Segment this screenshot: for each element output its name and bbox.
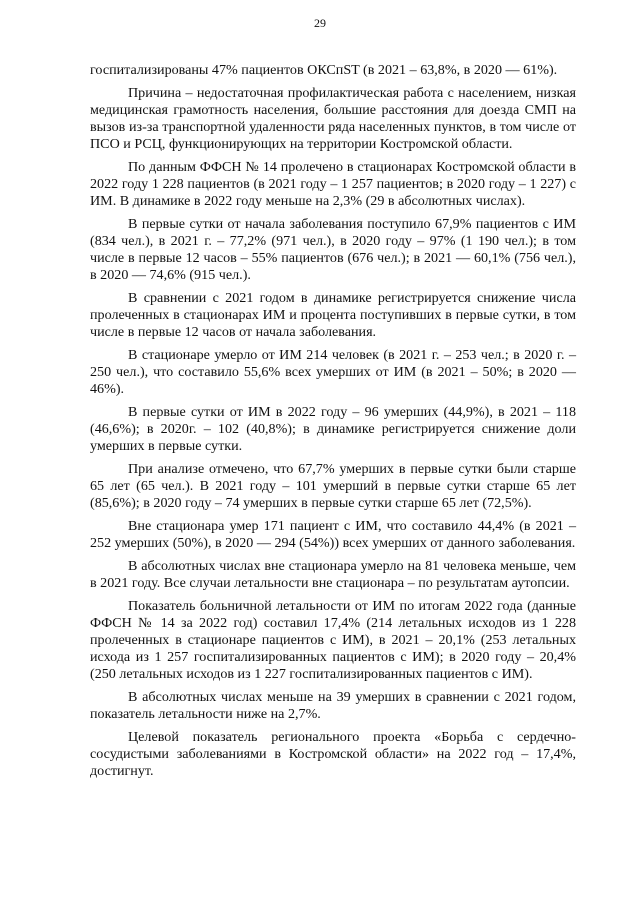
paragraph-continuation: госпитализированы 47% пациентов ОКСпST (в 2021 – 63,8%, в 2020 — 61%). (90, 62, 558, 78)
paragraph-lethality-decrease: В абсолютных числах меньше на 39 умерших в сравнении с 2021 годом, показатель летальности ниже на 2,7%. (90, 689, 576, 723)
paragraph-hospital-deaths: В стационаре умерло от ИМ 214 человек (в 2021 г. – 253 чел.; в 2020 г. – 250 чел.), что составило 55,6% всех умерших от ИМ (в 2021 – 50%; в 2020 — 46%). (90, 347, 576, 398)
paragraph-cause: Причина – недостаточная профилактическая работа с населением, низкая медицинская грамотность населения, большие расстояния для доезда СМП на вызов из-за транспортной удаленности ряда населенных пунктов, в том числе от ПСО и РСЦ, функционирующих на территории Костромской области. (90, 84, 576, 153)
paragraph-treated-count: По данным ФФСН № 14 пролечено в стационарах Костромской области в 2022 году 1 228 пациентов (в 2021 году – 1 257 пациентов; в 2020 году – 1 227) с ИМ. В динамике в 2022 году меньше на 2,3% (29 в абсолютных числах). (90, 158, 576, 210)
paragraph-first-day-deaths: В первые сутки от ИМ в 2022 году – 96 умерших (44,9%), в 2021 – 118 (46,6%); в 2020г. – 102 (40,8%); в динамике регистрируется снижение доли умерших в первые сутки. (90, 404, 576, 455)
body-text (90, 62, 576, 786)
paragraph-dynamics-comparison: В сравнении с 2021 годом в динамике регистрируется снижение числа пролеченных в стационарах ИМ и процента поступивших в первые сутки, в том числе в первые 12 часов от начала заболевания. (90, 290, 576, 341)
page-number: 29 (314, 16, 326, 30)
paragraph-first-day-admission: В первые сутки от начала заболевания поступило 67,9% пациентов с ИМ (834 чел.), в 2021 г. – 77,2% (971 чел.), в 2020 году – 97% (1 190 чел.); в том числе в первые 12 часов – 55% пациентов (676 чел.); в 2021 — 60,1% (756 чел.), в 2020 — 74,6% (915 чел.). (90, 215, 576, 284)
paragraph-hospital-lethality: Показатель больничной летальности от ИМ по итогам 2022 года (данные ФФСН № 14 за 2022 год) составил 17,4% (214 летальных исходов из 1 228 пролеченных в стационаре пациентов с ИМ), в 2021 – 20,1% (253 летальных исхода из 1 257 госпитализированных пациентов с ИМ); в 2020 году – 20,4% (250 летальных исходов из 1 227 госпитализированных пациентов с ИМ). (90, 597, 576, 683)
paragraph-target-indicator: Целевой показатель регионального проекта «Борьба с сердечно-сосудистыми заболеваниями в Костромской области» на 2022 год – 17,4%, достигнут. (90, 728, 576, 780)
paragraph-absolute-decrease: В абсолютных числах вне стационара умерло на 81 человека меньше, чем в 2021 году. Все случаи летальности вне стационара – по результатам аутопсии. (90, 557, 576, 591)
paragraph-age-analysis: При анализе отмечено, что 67,7% умерших в первые сутки были старше 65 лет (65 чел.). В 2021 году – 101 умерший в первые сутки старше 65 лет (85,6%); в 2020 году – 74 умерших в первые сутки старше 65 лет (72,5%). (90, 461, 576, 512)
paragraph-out-of-hospital-deaths: Вне стационара умер 171 пациент с ИМ, что составило 44,4% (в 2021 – 252 умерших (50%), в 2020 — 294 (54%)) всех умерших от данного заболевания. (90, 518, 576, 552)
